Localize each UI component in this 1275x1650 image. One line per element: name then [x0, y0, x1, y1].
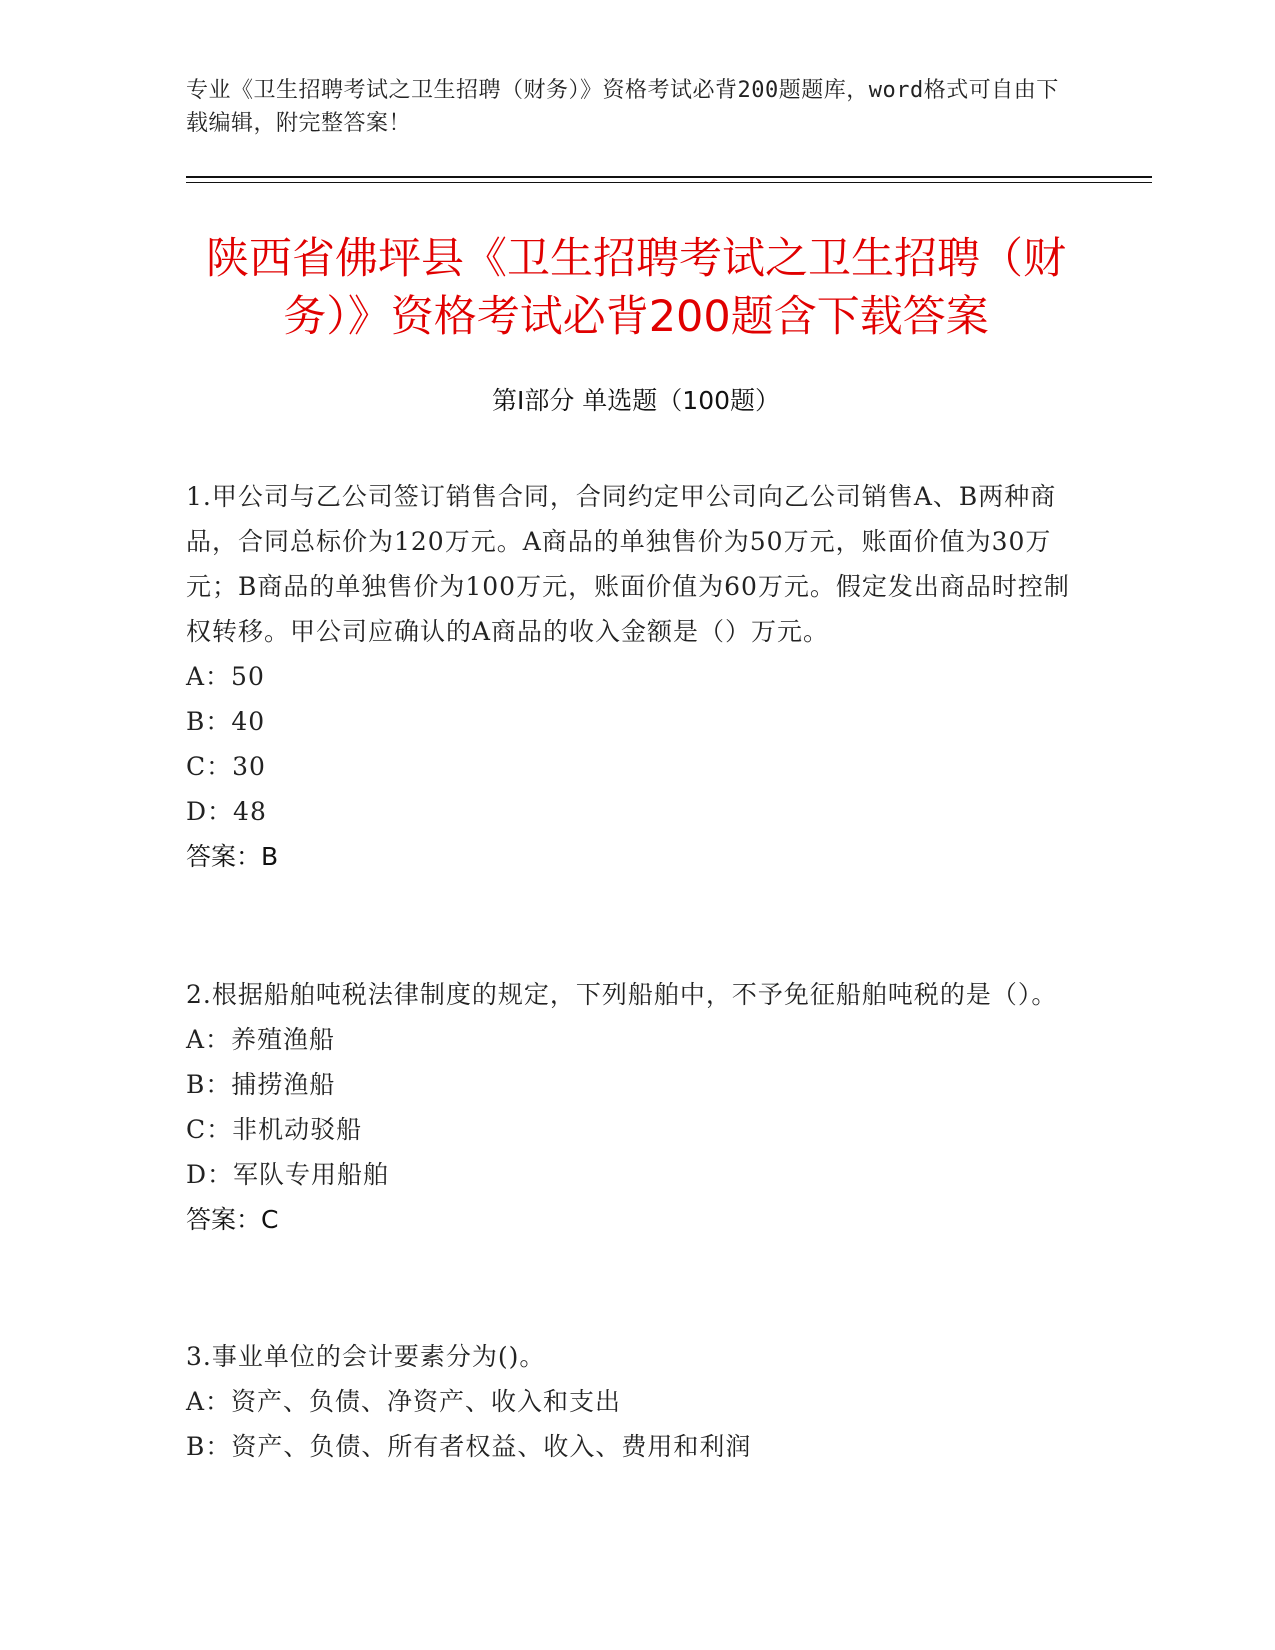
option-d: D：军队专用船舶 [186, 1160, 390, 1189]
question-1 [186, 474, 1086, 879]
question-stem: 1.甲公司与乙公司签订销售合同，合同约定甲公司向乙公司销售A、B两种商品，合同总标价为120万元。A商品的单独售价为50万元，账面价值为30万元；B商品的单独售价为100万元，账面价值为60万元。假定发出商品时控制权转移。甲公司应确认的A商品的收入金额是（）万元。 [186, 482, 1070, 646]
option-b: B：40 [186, 707, 266, 736]
option-d: D：48 [186, 797, 267, 826]
question-stem: 2.根据船舶吨税法律制度的规定，下列船舶中，不予免征船舶吨税的是（）。 [186, 980, 1058, 1009]
option-a: A：养殖渔船 [186, 1025, 336, 1054]
question-3 [186, 1334, 1086, 1469]
document-title: 陕西省佛坪县《卫生招聘考试之卫生招聘（财务）》资格考试必背200题含下载答案 [206, 234, 1066, 342]
answer: 答案：C [186, 1205, 279, 1234]
option-b: B：资产、负债、所有者权益、收入、费用和利润 [186, 1432, 752, 1461]
option-b: B：捕捞渔船 [186, 1070, 336, 1099]
option-a: A：资产、负债、净资产、收入和支出 [186, 1387, 622, 1416]
header-divider-thin [186, 182, 1152, 183]
option-a: A：50 [186, 662, 265, 691]
section-heading: 第Ⅰ部分 单选题（100题） [491, 386, 781, 415]
header-note: 专业《卫生招聘考试之卫生招聘（财务）》资格考试必背200题题库，word格式可自由下载编辑，附完整答案！ [186, 78, 1059, 136]
header-divider-thick [186, 176, 1152, 178]
question-stem: 3.事业单位的会计要素分为()。 [186, 1342, 546, 1371]
answer: 答案：B [186, 842, 279, 871]
option-c: C：30 [186, 752, 266, 781]
option-c: C：非机动驳船 [186, 1115, 363, 1144]
question-2 [186, 972, 1086, 1242]
